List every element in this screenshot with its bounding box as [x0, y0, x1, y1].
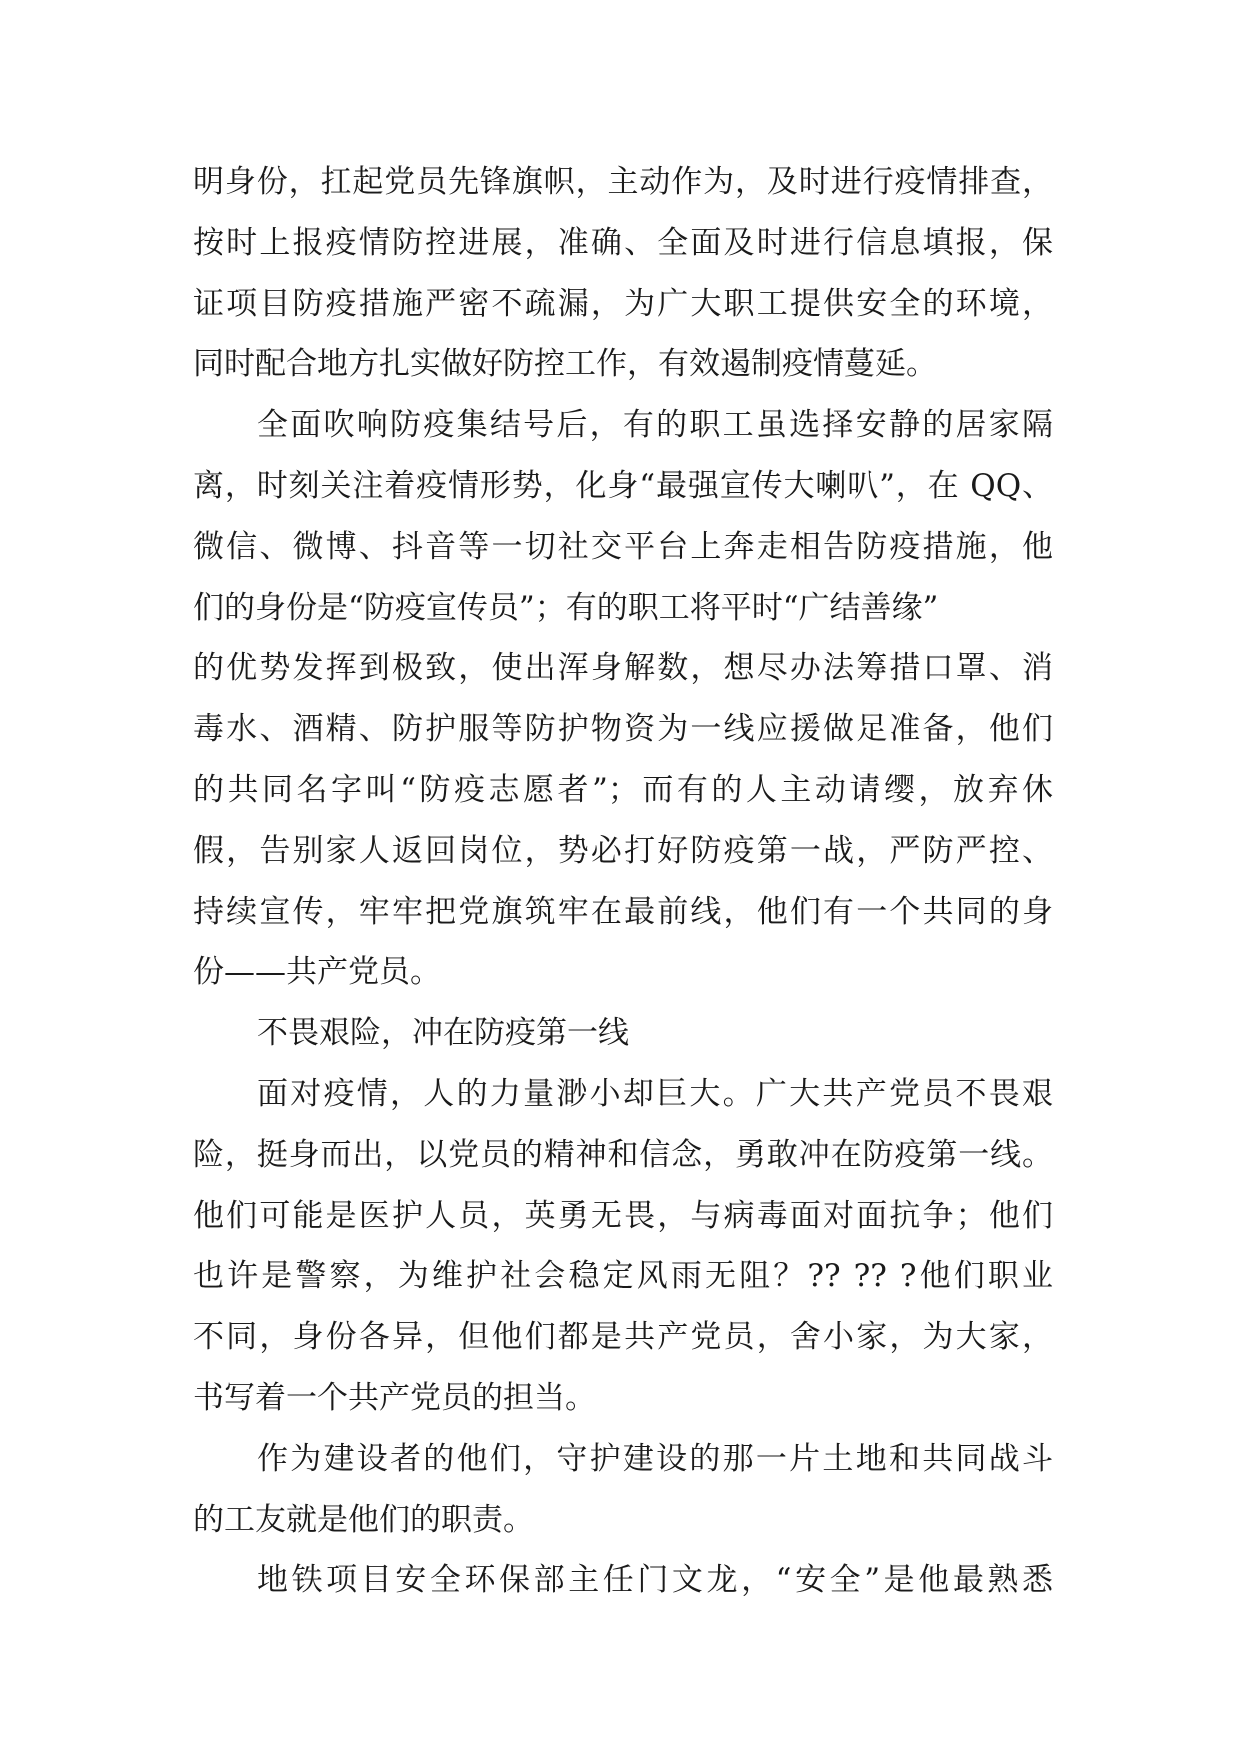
text-line: 明身份，扛起党员先锋旗帜，主动作为，及时进行疫情排查， [193, 164, 1053, 200]
text-line: 险，挺身而出，以党员的精神和信念，勇敢冲在防疫第一线。 [193, 1136, 1053, 1173]
text-line: 毒水、酒精、防护服等防护物资为一线应援做足准备，他们 [193, 711, 1053, 748]
text-line: 持续宣传，牢牢把党旗筑牢在最前线，他们有一个共同的身 [193, 893, 1053, 930]
text-line: 同时配合地方扎实做好防控工作，有效遏制疫情蔓延。 [193, 346, 937, 383]
text-line: 书写着一个共产党员的担当。 [193, 1379, 596, 1416]
text-line: 离，时刻关注着疫情形势，化身“最强宣传大喇叭”，在 QQ、 [193, 467, 1053, 504]
text-line: 假，告别家人返回岗位，势必打好防疫第一战，严防严控、 [193, 832, 1053, 869]
paragraph-first-line: 面对疫情，人的力量渺小却巨大。广大共产党员不畏艰 [257, 1075, 1053, 1112]
text-line: 的优势发挥到极致，使出浑身解数，想尽办法筹措口罩、消 [193, 650, 1053, 687]
paragraph-first-line: 作为建设者的他们，守护建设的那一片土地和共同战斗 [257, 1440, 1053, 1477]
text-line: 也许是警察，为维护社会稳定风雨无阻？?? ?? ?他们职业 [193, 1258, 1053, 1295]
paragraph-first-line: 全面吹响防疫集结号后，有的职工虽选择安静的居家隔 [257, 407, 1053, 444]
text-line: 份——共产党员。 [193, 954, 441, 991]
text-line: 按时上报疫情防控进展，准确、全面及时进行信息填报，保 [193, 224, 1053, 261]
text-line: 证项目防疫措施严密不疏漏，为广大职工提供安全的环境， [193, 285, 1053, 322]
paragraph-first-line: 地铁项目安全环保部主任门文龙，“安全”是他最熟悉 [257, 1562, 1053, 1599]
text-line: 们的身份是“防疫宣传员”；有的职工将平时“广结善缘” [193, 589, 939, 626]
text-line: 的工友就是他们的职责。 [193, 1501, 534, 1538]
body-text [193, 152, 1053, 1611]
section-heading: 不畏艰险，冲在防疫第一线 [257, 1015, 629, 1052]
text-line: 的共同名字叫“防疫志愿者”；而有的人主动请缨，放弃休 [193, 771, 1053, 808]
text-line: 微信、微博、抖音等一切社交平台上奔走相告防疫措施，他 [193, 528, 1053, 565]
text-line: 他们可能是医护人员，英勇无畏，与病毒面对面抗争；他们 [193, 1197, 1053, 1234]
text-line: 不同，身份各异，但他们都是共产党员，舍小家，为大家， [193, 1319, 1053, 1356]
